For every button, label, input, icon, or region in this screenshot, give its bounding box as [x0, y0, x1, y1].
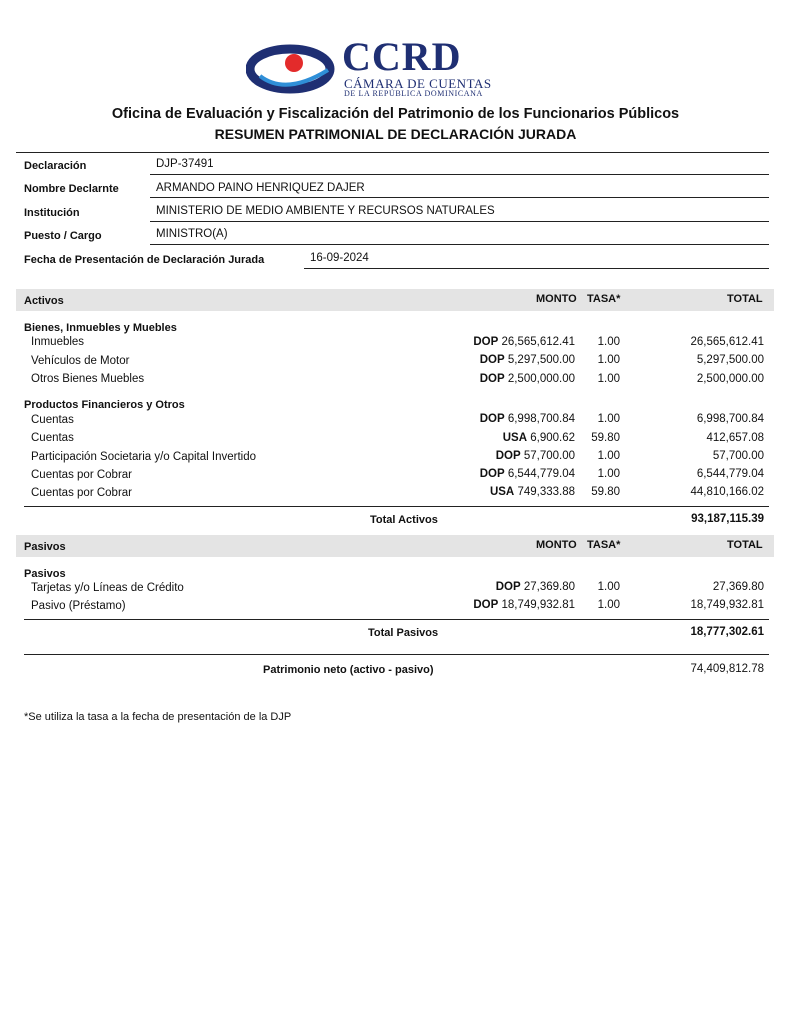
table-row-tasa: 1.00 [597, 373, 620, 385]
table-row-label: Cuentas [31, 414, 74, 426]
table-row-amount: DOP 27,369.80 [495, 581, 575, 593]
logo-subtitle: CÁMARA DE CUENTAS [344, 76, 492, 91]
tasa-column-header: TASA* [587, 293, 621, 305]
table-row-total: 26,565,612.41 [690, 336, 764, 348]
total-pasivos-label: Total Pasivos [368, 627, 439, 639]
table-row-total: 412,657.08 [706, 432, 764, 444]
fecha-label: Fecha de Presentación de Declaración Jurada [24, 254, 265, 266]
fecha-value: 16-09-2024 [310, 252, 369, 264]
table-row-amount: USA 749,333.88 [489, 486, 575, 498]
total-activos-value: 93,187,115.39 [691, 513, 764, 525]
table-row-label: Cuentas [31, 432, 74, 444]
field-underline [150, 174, 769, 175]
section-financieros-title: Productos Financieros y Otros [24, 399, 185, 411]
declaracion-value: DJP-37491 [156, 158, 214, 170]
table-row-amount: DOP 2,500,000.00 [479, 373, 575, 385]
tasa-column-header: TASA* [587, 539, 621, 551]
table-row-label: Cuentas por Cobrar [31, 469, 132, 481]
footnote: *Se utiliza la tasa a la fecha de presentación de la DJP [24, 711, 292, 723]
logo-subtitle-small: DE LA REPÚBLICA DOMINICANA [344, 89, 483, 98]
divider [24, 619, 769, 620]
office-title: Oficina de Evaluación y Fiscalización del Patrimonio de los Funcionarios Públicos [111, 106, 680, 122]
total-column-header: TOTAL [727, 293, 763, 305]
activos-band-label: Activos [24, 295, 64, 307]
total-activos-label: Total Activos [370, 514, 438, 526]
table-row-amount: DOP 26,565,612.41 [473, 336, 575, 348]
table-row-total: 57,700.00 [712, 450, 764, 462]
table-row-tasa: 1.00 [597, 413, 620, 425]
table-row-amount: DOP 6,998,700.84 [479, 413, 575, 425]
monto-column-header: MONTO [536, 539, 577, 551]
pasivos-band-label: Pasivos [24, 541, 66, 553]
table-row-tasa: 1.00 [597, 581, 620, 593]
patrimonio-neto-label: Patrimonio neto (activo - pasivo) [263, 664, 434, 676]
table-row-tasa: 1.00 [597, 354, 620, 366]
patrimonio-neto-value: 74,409,812.78 [690, 663, 764, 675]
divider [24, 506, 769, 507]
section-pasivos-title: Pasivos [24, 568, 66, 580]
table-row-tasa: 59.80 [591, 486, 620, 498]
table-row-tasa: 1.00 [597, 599, 620, 611]
table-row-amount: DOP 57,700.00 [495, 450, 575, 462]
puesto-label: Puesto / Cargo [24, 230, 102, 242]
table-row-total: 18,749,932.81 [690, 599, 764, 611]
puesto-value: MINISTRO(A) [156, 228, 228, 240]
table-row-label: Tarjetas y/o Líneas de Crédito [31, 582, 184, 594]
table-row-amount: DOP 5,297,500.00 [479, 354, 575, 366]
table-row-tasa: 1.00 [597, 336, 620, 348]
total-pasivos-value: 18,777,302.61 [690, 626, 764, 638]
institucion-value: MINISTERIO DE MEDIO AMBIENTE Y RECURSOS NATURALES [156, 205, 495, 217]
monto-column-header: MONTO [536, 293, 577, 305]
table-row-tasa: 1.00 [597, 450, 620, 462]
table-row-total: 44,810,166.02 [690, 486, 764, 498]
section-bienes-title: Bienes, Inmuebles y Muebles [24, 322, 177, 334]
table-row-label: Vehículos de Motor [31, 355, 130, 367]
nombre-value: ARMANDO PAINO HENRIQUEZ DAJER [156, 182, 365, 194]
table-row-tasa: 59.80 [591, 432, 620, 444]
table-row-total: 6,544,779.04 [696, 468, 764, 480]
table-row-label: Cuentas por Cobrar [31, 487, 132, 499]
nombre-label: Nombre Declarnte [24, 183, 119, 195]
table-row-total: 6,998,700.84 [696, 413, 764, 425]
institucion-label: Institución [24, 207, 80, 219]
table-row-label: Pasivo (Préstamo) [31, 600, 126, 612]
table-row-amount: USA 6,900.62 [502, 432, 575, 444]
activos-header-band [16, 289, 774, 311]
field-underline [304, 268, 769, 269]
table-row-label: Participación Societaria y/o Capital Invertido [31, 451, 257, 463]
table-row-total: 27,369.80 [712, 581, 764, 593]
declaracion-label: Declaración [24, 160, 87, 172]
table-row-label: Inmuebles [31, 336, 85, 348]
ccrd-logo [246, 36, 506, 96]
table-row-amount: DOP 18,749,932.81 [473, 599, 575, 611]
divider [24, 654, 769, 655]
field-underline [150, 197, 769, 198]
table-row-label: Otros Bienes Muebles [31, 373, 145, 385]
field-underline [150, 244, 769, 245]
ccrd-emblem-icon [246, 36, 336, 96]
field-underline [150, 221, 769, 222]
pasivos-header-band [16, 535, 774, 557]
document-title: RESUMEN PATRIMONIAL DE DECLARACIÓN JURADA [214, 126, 577, 142]
table-row-tasa: 1.00 [597, 468, 620, 480]
table-row-amount: DOP 6,544,779.04 [479, 468, 575, 480]
total-column-header: TOTAL [727, 539, 763, 551]
table-row-total: 5,297,500.00 [696, 354, 764, 366]
logo-brand: CCRD [342, 34, 462, 79]
table-row-total: 2,500,000.00 [696, 373, 764, 385]
divider [16, 152, 769, 153]
